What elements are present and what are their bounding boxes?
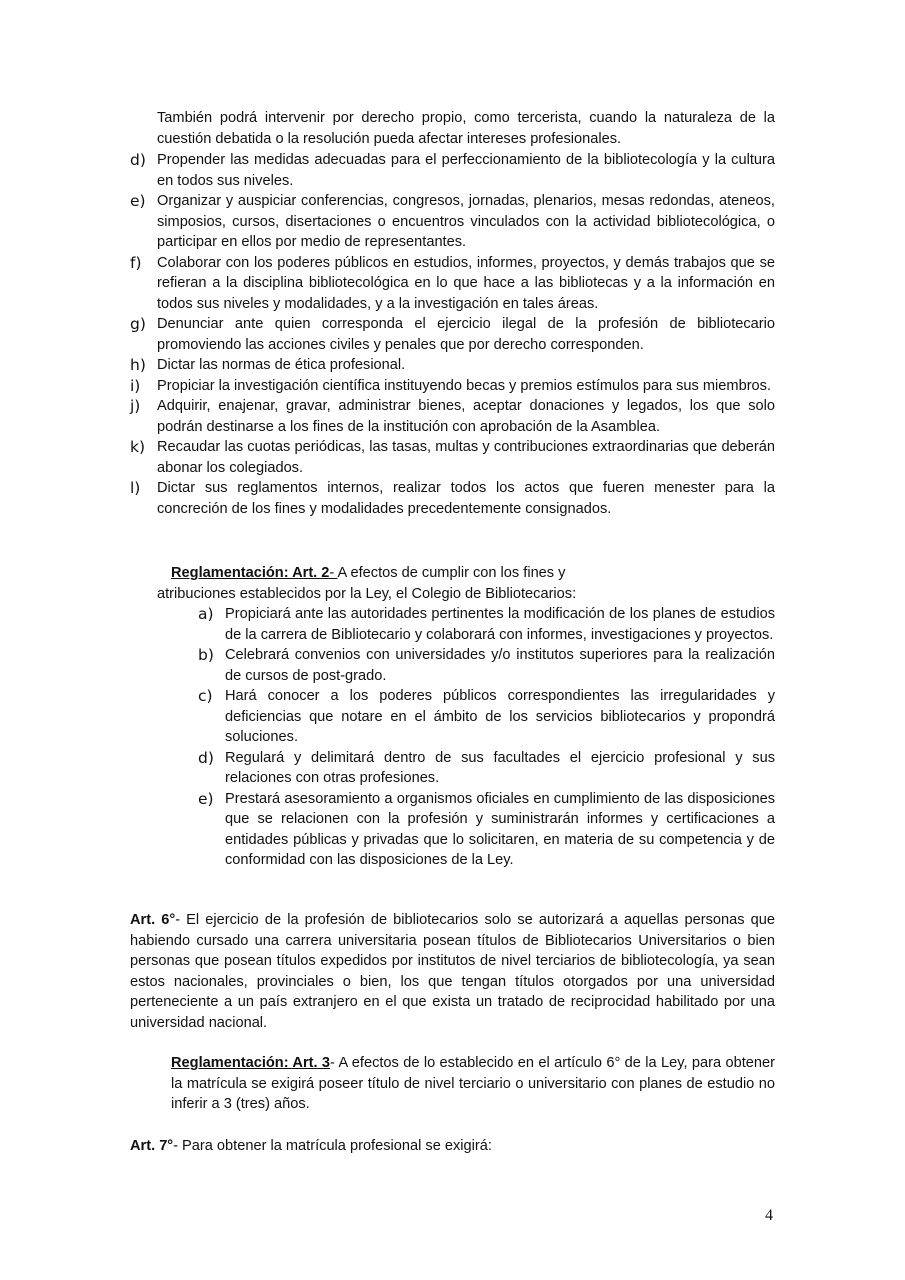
intro-continuation: También podrá intervenir por derecho propio, como tercerista, cuando la naturaleza de la cuestión debatida o la resolución pueda afectar intereses profesionales. xyxy=(157,110,775,147)
reglamentacion-art3 xyxy=(171,1053,775,1115)
reglamentacion-art2-list xyxy=(0,604,905,871)
list-item xyxy=(0,686,905,748)
list-marker: l) xyxy=(130,479,141,497)
list-item xyxy=(0,355,905,376)
list-item-text: Celebrará convenios con universidades y/o institutos superiores para la realización de cursos de post-grado. xyxy=(225,647,775,684)
reglamentacion-art2-label: Reglamentación: Art. 2 xyxy=(171,565,330,581)
list-item-text: Dictar sus reglamentos internos, realizar todos los actos que fueren menester para la concreción de los fines y modalidades precedentemente consignados. xyxy=(157,480,775,517)
article-7-label: Art. 7° xyxy=(130,1138,174,1154)
list-item xyxy=(0,376,905,397)
list-item xyxy=(0,437,905,478)
list-item-text: Denunciar ante quien corresponda el ejercicio ilegal de la profesión de bibliotecario promoviendo las acciones civiles y penales que por derecho corresponden. xyxy=(157,316,775,353)
list-item xyxy=(0,253,905,315)
list-item xyxy=(0,789,905,871)
list-marker: c) xyxy=(198,687,213,705)
list-item-text: Dictar las normas de ética profesional. xyxy=(157,357,406,373)
list-item xyxy=(0,314,905,355)
article-7-text: - Para obtener la matrícula profesional se exigirá: xyxy=(173,1138,492,1154)
list-item xyxy=(0,396,905,437)
list-item xyxy=(0,478,905,519)
list-marker: g) xyxy=(130,315,146,333)
reglamentacion-art2 xyxy=(0,563,905,871)
list-marker: h) xyxy=(130,356,146,374)
reglamentacion-art3-text: - A efectos de lo establecido en el artículo 6° de la Ley, para obtener la matrícula se exigirá poseer título de nivel terciario o universitario con planes de estudio no inferir a 3 (tres) años. xyxy=(171,1055,775,1112)
list-marker: e) xyxy=(130,192,146,210)
list-item-text: Recaudar las cuotas periódicas, las tasas, multas y contribuciones extraordinarias que deberán abonar los colegiados. xyxy=(157,439,775,476)
list-item-text: Organizar y auspiciar conferencias, congresos, jornadas, plenarios, mesas redondas, ateneos, simposios, cursos, disertaciones o encuentros vinculados con la actividad bibliotecológica, o participar en ellos por medio de representantes. xyxy=(157,193,775,250)
reglamentacion-art2-text-line2: atribuciones establecidos por la Ley, el Colegio de Bibliotecarios: xyxy=(157,585,577,602)
list-item xyxy=(0,150,905,191)
list-item xyxy=(0,748,905,789)
list-item-text: Propiciar la investigación científica instituyendo becas y premios estímulos para sus miembros. xyxy=(157,377,772,394)
list-marker: i) xyxy=(130,376,141,395)
list-marker: e) xyxy=(198,789,214,808)
article-6 xyxy=(130,910,775,1033)
page-number: 4 xyxy=(765,1207,773,1224)
list-marker: b) xyxy=(198,646,214,664)
list-item-text: Regulará y delimitará dentro de sus facultades el ejercicio profesional y sus relaciones con otras profesiones. xyxy=(225,749,775,786)
list-item-text: Propender las medidas adecuadas para el perfeccionamiento de la bibliotecología y la cultura en todos sus niveles. xyxy=(157,152,775,189)
list-item xyxy=(0,191,905,253)
reglamentacion-art3-label: Reglamentación: Art. 3 xyxy=(171,1055,331,1071)
list-marker: k) xyxy=(130,438,146,456)
list-marker: d) xyxy=(198,748,214,767)
reglamentacion-art2-text: A efectos de cumplir con los fines y xyxy=(337,565,566,581)
article-7 xyxy=(130,1136,775,1157)
list-item xyxy=(0,604,905,645)
list-item-text: Colaborar con los poderes públicos en estudios, informes, proyectos, y demás trabajos que se refieran a la disciplina bibliotecológica en lo que hace a las bibliotecas y a la información en todos sus niveles y modalidades, y a la investigación en tales áreas. xyxy=(157,254,775,312)
list-item-text: Prestará asesoramiento a organismos oficiales en cumplimiento de las disposiciones que se relacionen con la profesión y suministrarán informes y certificaciones a entidades públicas y privadas que lo solicitaren, en materia de su competencia y de conformidad con las disposiciones de la Ley. xyxy=(225,790,775,868)
list-marker: d) xyxy=(130,151,146,169)
list-marker: j) xyxy=(130,397,141,415)
attributions-list xyxy=(0,150,905,519)
article-6-label: Art. 6° xyxy=(130,912,176,928)
article-6-text: - El ejercicio de la profesión de bibliotecarios solo se autorizará a aquellas personas que habiendo cursado una carrera universitaria posean títulos de Bibliotecarios Universitarios o bien personas que posean títulos expedidos por institutos de nivel terciarios de bibliotecología, ya sean estos nacionales, provinciales o bien, los que tengan títulos otorgados por una universidad perteneciente a un país extranjero en el que exista un tratado de reciprocidad habilitado por una universidad nacional. xyxy=(130,912,776,1031)
list-item-text: Propiciará ante las autoridades pertinentes la modificación de los planes de estudios de la carrera de Bibliotecario y colaborará con informes, investigaciones y proyectos. xyxy=(225,606,775,643)
reglamentacion-art2-heading xyxy=(171,563,905,584)
reglamentacion-art2-dash: - xyxy=(329,565,338,581)
list-item-text: Hará conocer a los poderes públicos correspondientes las irregularidades y deficiencias que notare en el ámbito de los servicios bibliotecarios y propondrá soluciones. xyxy=(225,688,775,745)
list-marker: f) xyxy=(130,253,142,272)
list-item xyxy=(0,645,905,686)
list-marker: a) xyxy=(198,605,214,623)
list-item-text: Adquirir, enajenar, gravar, administrar bienes, aceptar donaciones y legados, los que solo podrán destinarse a los fines de la institución con aprobación de la Asamblea. xyxy=(157,398,775,435)
